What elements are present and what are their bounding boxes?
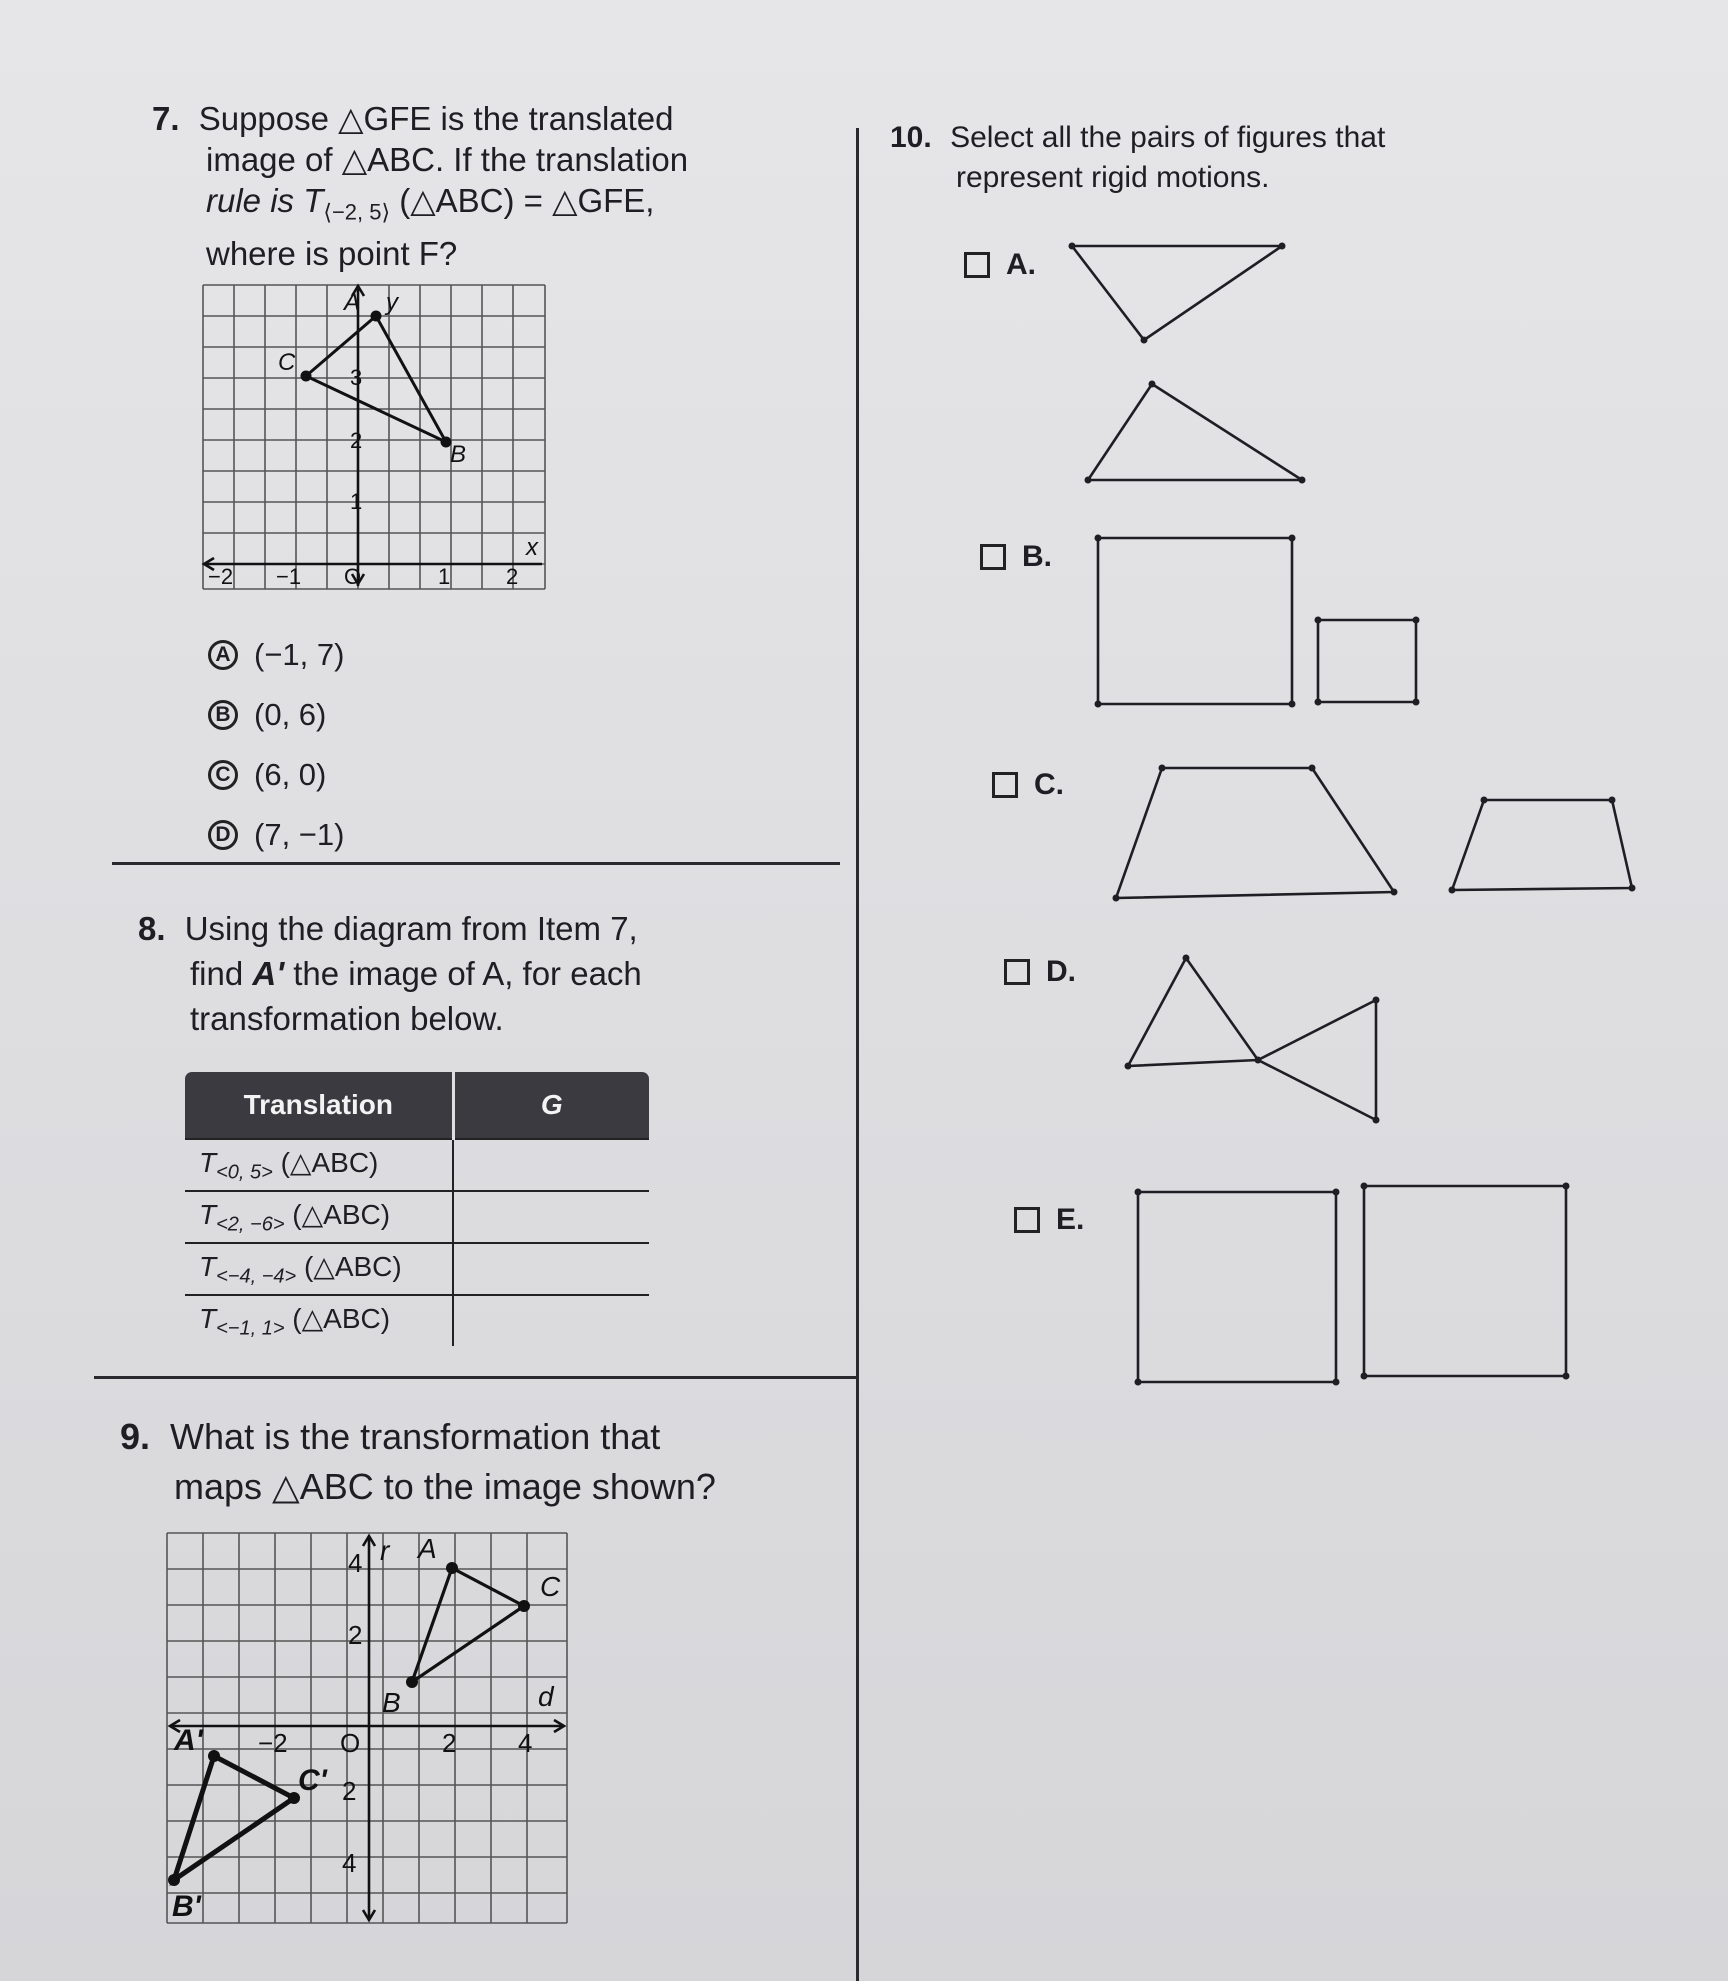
figure-b-large-square [1098,538,1292,704]
row-3-vector: <−4, −4> [216,1265,297,1288]
question-9-number: 9. [120,1416,151,1457]
question-7-rule-t: rule is T [206,182,324,219]
q9-tick-neg4: 4 [342,1848,357,1878]
q9-tick-x4: 4 [518,1728,533,1758]
row-4-vector: <−1, 1> [216,1317,285,1340]
q9-label-a: A [418,1533,437,1564]
bubble-b[interactable]: B [208,700,238,730]
question-7-line-4: where is point F? [206,234,458,272]
row-2-vector: <2, −6> [216,1213,285,1236]
question-8-line-2-rest: the image of A, for each [284,955,642,992]
choice-a-text: (−1, 7) [254,637,345,672]
q7-tick-neg1: −1 [276,564,302,589]
row-2-rest: (△ABC) [284,1198,391,1230]
question-7-line-1: Suppose △GFE is the translated [198,100,674,137]
q9-label-c: C [540,1571,561,1602]
q7-tick-1: 1 [350,489,363,514]
question-9-line-1: What is the transformation that [170,1416,661,1457]
option-e-label: E. [1056,1203,1085,1236]
figure-c-large-trapezoid [1116,768,1394,898]
q9-tick-xneg2: −2 [258,1728,288,1758]
option-b-label: B. [1022,540,1052,573]
q9-label-b-prime: B' [172,1890,201,1923]
question-7-number: 7. [152,100,180,137]
q7-label-y: y [386,289,398,316]
question-8-line-1: Using the diagram from Item 7, [184,910,638,947]
question-9-line-2: maps △ABC to the image shown? [174,1466,716,1507]
figure-e-rectangle-2 [1364,1186,1566,1376]
q7-tick-1x: 1 [438,564,451,589]
q7-tick-neg2: −2 [208,564,234,589]
q9-label-r: r [380,1535,390,1566]
question-10-number: 10. [890,121,932,154]
question-10-line-1: Select all the pairs of figures that [950,121,1386,154]
bubble-c[interactable]: C [208,760,238,790]
q9-tick-x2: 2 [442,1728,457,1758]
q9-tick-origin: O [340,1728,361,1758]
question-8-a-prime: A' [252,955,285,992]
figure-d-shape-1 [1128,958,1258,1066]
q9-tick-4: 4 [348,1548,363,1578]
question-8-number: 8. [138,910,166,947]
row-1-vector: <0, 5> [216,1161,273,1184]
row-2-t: T [199,1198,217,1230]
q9-label-a-prime: A' [174,1724,203,1757]
figure-d-shape-2 [1258,1000,1376,1120]
row-1-t: T [199,1146,217,1178]
row-4-t: T [199,1302,217,1334]
figure-a-triangle-1 [1072,246,1282,340]
q7-label-x: x [526,534,538,561]
figure-b-small-square [1318,620,1416,702]
q7-label-a: A [344,289,361,316]
q7-label-b: B [450,441,467,468]
table-header-g: G [453,1071,651,1140]
q7-tick-2: 2 [350,428,363,453]
q9-label-b: B [382,1687,401,1718]
q9-tick-2: 2 [348,1620,363,1650]
bubble-d[interactable]: D [208,820,238,850]
table-header-translation: Translation [184,1071,454,1140]
q7-tick-2x: 2 [506,564,519,589]
choice-c-text: (6, 0) [254,757,327,792]
question-7-rule-rest: (△ABC) = △GFE, [390,182,655,219]
row-3-rest: (△ABC) [296,1250,402,1282]
row-1-rest: (△ABC) [272,1146,379,1178]
row-4-rest: (△ABC) [284,1302,391,1334]
choice-b-text: (0, 6) [254,697,327,732]
option-d-label: D. [1046,955,1076,988]
option-a-label: A. [1006,248,1036,281]
option-c-label: C. [1034,768,1064,801]
q9-label-c-prime: C' [298,1764,327,1797]
figure-a-triangle-2 [1088,384,1302,480]
figure-c-small-trapezoid [1452,800,1632,890]
q9-tick-neg2: 2 [342,1776,357,1806]
question-7-line-2: image of △ABC. If the translation [206,141,689,178]
choice-d-text: (7, −1) [254,817,345,852]
q9-label-d: d [538,1681,554,1712]
question-10-line-2: represent rigid motions. [956,161,1270,194]
q7-tick-3: 3 [350,365,363,390]
question-8-line-3: transformation below. [190,1000,504,1037]
bubble-a[interactable]: A [208,640,238,670]
q7-label-c: C [278,349,296,376]
question-8-find: find [190,955,253,992]
question-7-rule-vector: ⟨−2, 5⟩ [323,199,391,225]
row-3-t: T [199,1250,217,1282]
q7-tick-origin: O [344,564,362,589]
figure-e-rectangle-1 [1138,1192,1336,1382]
